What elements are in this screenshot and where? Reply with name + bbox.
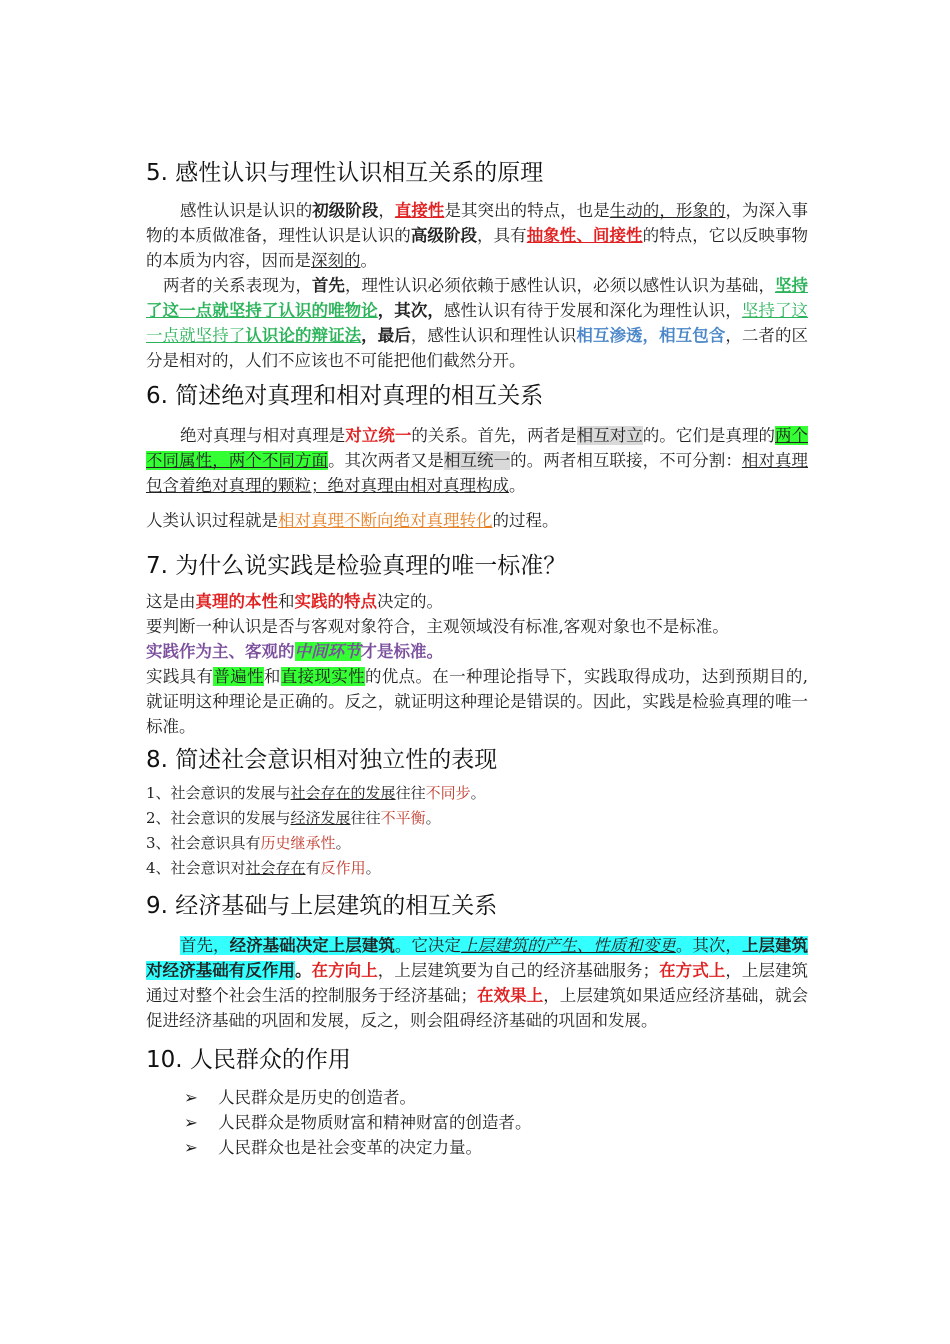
- list-item: ➢ 人民群众也是社会变革的决定力量。: [184, 1135, 808, 1160]
- section-6-heading: 6. 简述绝对真理和相对真理的相互关系: [146, 383, 544, 409]
- section-9-paragraph: 首先，经济基础决定上层建筑。它决定上层建筑的产生、性质和变更。其次，上层建筑对经济基础有反作用。在方向上，上层建筑要为自己的经济基础服务；在方式上，上层建筑通过对整个社会生活的控制服务于经济基础；在效果上，上层建筑如果适应经济基础，就会促进经济基础的巩固和发展，反之，则会阻碍经济基础的巩固和发展。: [146, 936, 809, 1030]
- section-5-heading: 5. 感性认识与理性认识相互关系的原理: [146, 160, 544, 186]
- section-7-paragraph-2: 要判断一种认识是否与客观对象符合，主观领域没有标准,客观对象也不是标准。: [146, 617, 729, 636]
- section-8-item-4: 4、社会意识对社会存在有反作用。: [146, 859, 381, 877]
- section-5-paragraph-2: 两者的关系表现为，首先，理性认识必须依赖于感性认识，必须以感性认识为基础，坚持了这一点就坚持了认识的唯物论，其次，感性认识有待于发展和深化为理性认识，坚持了这一点就坚持了认识论的辩证法，最后，感性认识和理性认识相互渗透，相互包含，二者的区分是相对的，人们不应该也不可能把他们截然分开。: [146, 276, 809, 370]
- arrow-bullet-icon: ➢: [184, 1113, 198, 1132]
- section-8-heading: 8. 简述社会意识相对独立性的表现: [146, 747, 498, 773]
- arrow-bullet-icon: ➢: [184, 1088, 198, 1107]
- arrow-bullet-icon: ➢: [184, 1138, 198, 1157]
- section-7-paragraph-1: 这是由真理的本性和实践的特点决定的。: [146, 592, 443, 611]
- section-8-item-3: 3、社会意识具有历史继承性。: [146, 834, 351, 852]
- section-10-heading: 10. 人民群众的作用: [146, 1047, 351, 1073]
- section-9-heading: 9. 经济基础与上层建筑的相互关系: [146, 893, 498, 919]
- section-6-paragraph-1: 绝对真理与相对真理是对立统一的关系。首先，两者是相互对立的。它们是真理的两个不同属性，两个不同方面。其次两者又是相互统一的。两者相互联接，不可分割：相对真理包含着绝对真理的颗粒；绝对真理由相对真理构成。: [146, 426, 809, 495]
- list-item: ➢ 人民群众是历史的创造者。: [184, 1085, 808, 1110]
- section-7-heading: 7. 为什么说实践是检验真理的唯一标准？: [146, 553, 567, 579]
- section-8-item-1: 1、社会意识的发展与社会存在的发展往往不同步。: [146, 784, 486, 802]
- section-7-paragraph-3: 实践作为主、客观的中间环节才是标准。: [146, 642, 443, 661]
- section-5-paragraph-1: 感性认识是认识的初级阶段，直接性是其突出的特点，也是生动的，形象的，为深入事物的本质做准备，理性认识是认识的高级阶段，具有抽象性、间接性的特点，它以反映事物的本质为内容，因而是深刻的。: [146, 201, 809, 270]
- document-content: [146, 156, 808, 1160]
- list-item: ➢ 人民群众是物质财富和精神财富的创造者。: [184, 1110, 808, 1135]
- section-8-item-2: 2、社会意识的发展与经济发展往往不平衡。: [146, 809, 441, 827]
- section-10-list: [146, 1085, 808, 1160]
- section-7-paragraph-4: 实践具有普遍性和直接现实性的优点。在一种理论指导下，实践取得成功，达到预期目的,就证明这种理论是正确的。反之，就证明这种理论是错误的。因此，实践是检验真理的唯一标准。: [146, 667, 809, 736]
- section-6-paragraph-2: 人类认识过程就是相对真理不断向绝对真理转化的过程。: [146, 511, 559, 530]
